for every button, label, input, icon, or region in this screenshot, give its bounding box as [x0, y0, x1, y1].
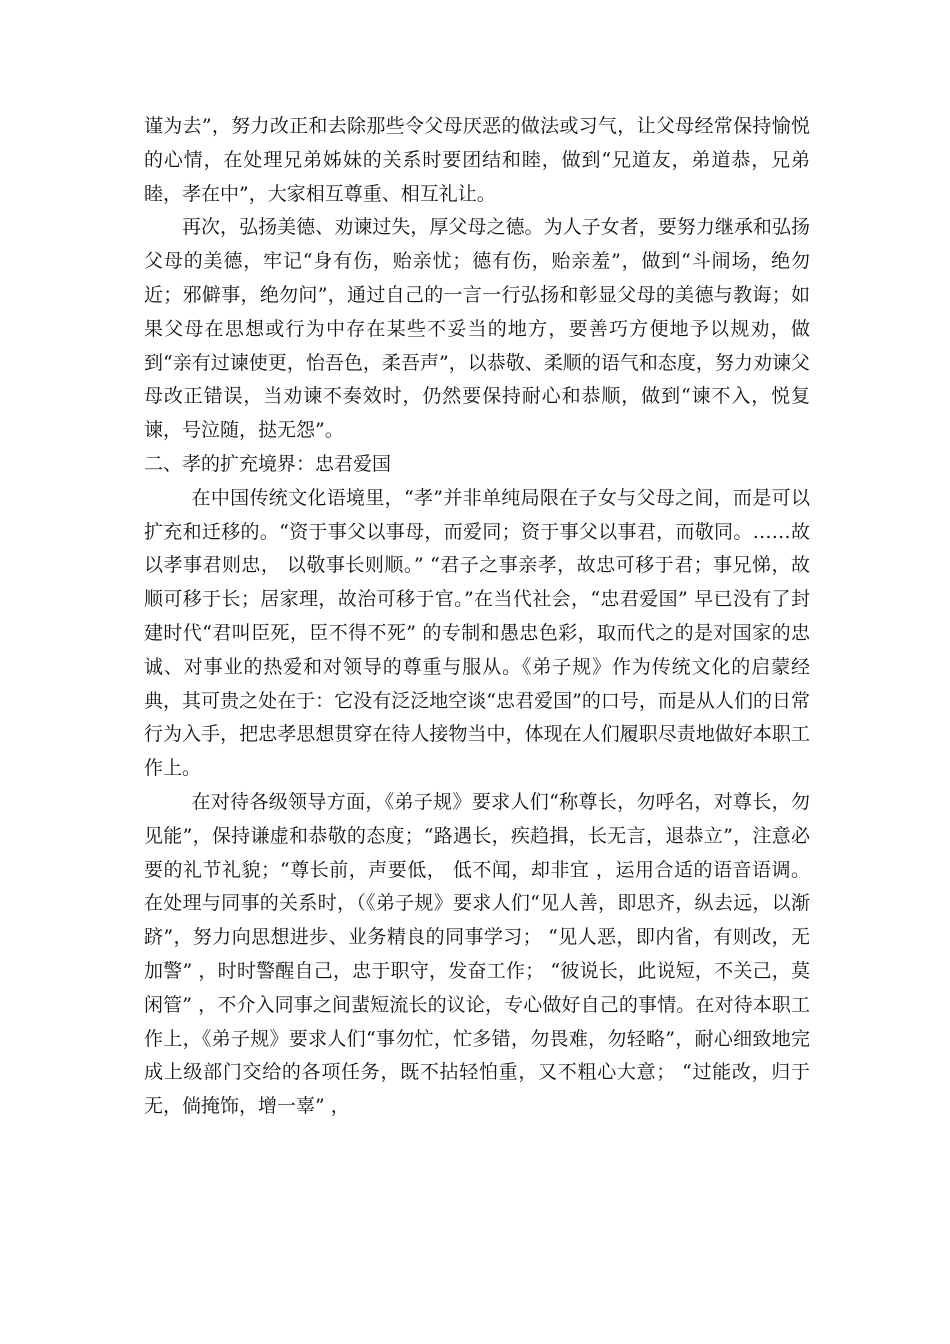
paragraph-virtue-and-remonstrance: 再次，弘扬美德、劝谏过失，厚父母之德。为人子女者，要努力继承和弘扬父母的美德，牢记“身有伤，贻亲忧；德有伤，贻亲羞”，做到“斗闹场，绝勿近；邪僻事，绝勿问”，通过自己的一言一行弘扬和彰显父母的美德与教诲；如果父母在思想或行为中存在某些不妥当的地方，要善巧方便地予以规劝，做到“亲有过谏使更，怡吾色，柔吾声”，以恭敬、柔顺的语气和态度，努力劝谏父母改正错误，当劝谏不奏效时，仍然要保持耐心和恭顺，做到“谏不入，悦复谏，号泣随，挞无怨”。: [144, 216, 810, 442]
paragraph-filial-extension: 在中国传统文化语境里，“孝”并非单纯局限在子女与父母之间，而是可以扩充和迁移的。“资于事父以事母，而爱同；资于事父以事君，而敬同。……故以孝事君则忠， 以敬事长则顺。” “君子之事亲孝，故忠可移于君；事兄悌，故顺可移于长；居家理，故治可移于官。”在当代社会，“忠君爱国” 早已没有了封建时代“君叫臣死，臣不得不死” 的专制和愚忠色彩，取而代之的是对国家的忠诚、对事业的热爱和对领导的尊重与服从。《弟子规》作为传统文化的启蒙经典，其可贵之处在于：它没有泛泛地空谈“忠君爱国”的口号，而是从人们的日常行为入手，把忠孝思想贯穿在待人接物当中，体现在人们履职尽责地做好本职工作上。: [144, 486, 810, 780]
paragraph-continuation: 谨为去”，努力改正和去除那些令父母厌恶的做法或习气，让父母经常保持愉悦的心情，在处理兄弟姊妹的关系时要团结和睦，做到“兄道友，弟道恭，兄弟睦，孝在中”，大家相互尊重、相互礼让。: [144, 115, 810, 205]
section-heading: 二、孝的扩充境界：忠君爱国: [144, 452, 392, 475]
paragraph-workplace-conduct: 在对待各级领导方面，《弟子规》要求人们“称尊长，勿呼名，对尊长，勿见能”，保持谦虚和恭敬的态度；“路遇长，疾趋揖，长无言，退恭立”，注意必要的礼节礼貌；“尊长前，声要低， 低不闻，却非宜 ，运用合适的语音语调。在处理与同事的关系时，（《弟子规》要求人们“见人善，即思齐，纵去远，以渐跻”，努力向思想进步、业务精良的同事学习； “见人恶，即内省，有则改，无加警” ，时时警醒自己，忠于职守，发奋工作； “彼说长，此说短，不关己，莫闲管” ，不介入同事之间蜚短流长的议论，专心做好自己的事情。在对待本职工作上，《弟子规》要求人们“事勿忙，忙多错，勿畏难，勿轻略”，耐心细致地完成上级部门交给的各项任务，既不拈轻怕重，又不粗心大意； “过能改，归于无，倘掩饰，增一辜” ，: [144, 790, 810, 1118]
document-body: [144, 110, 810, 1124]
